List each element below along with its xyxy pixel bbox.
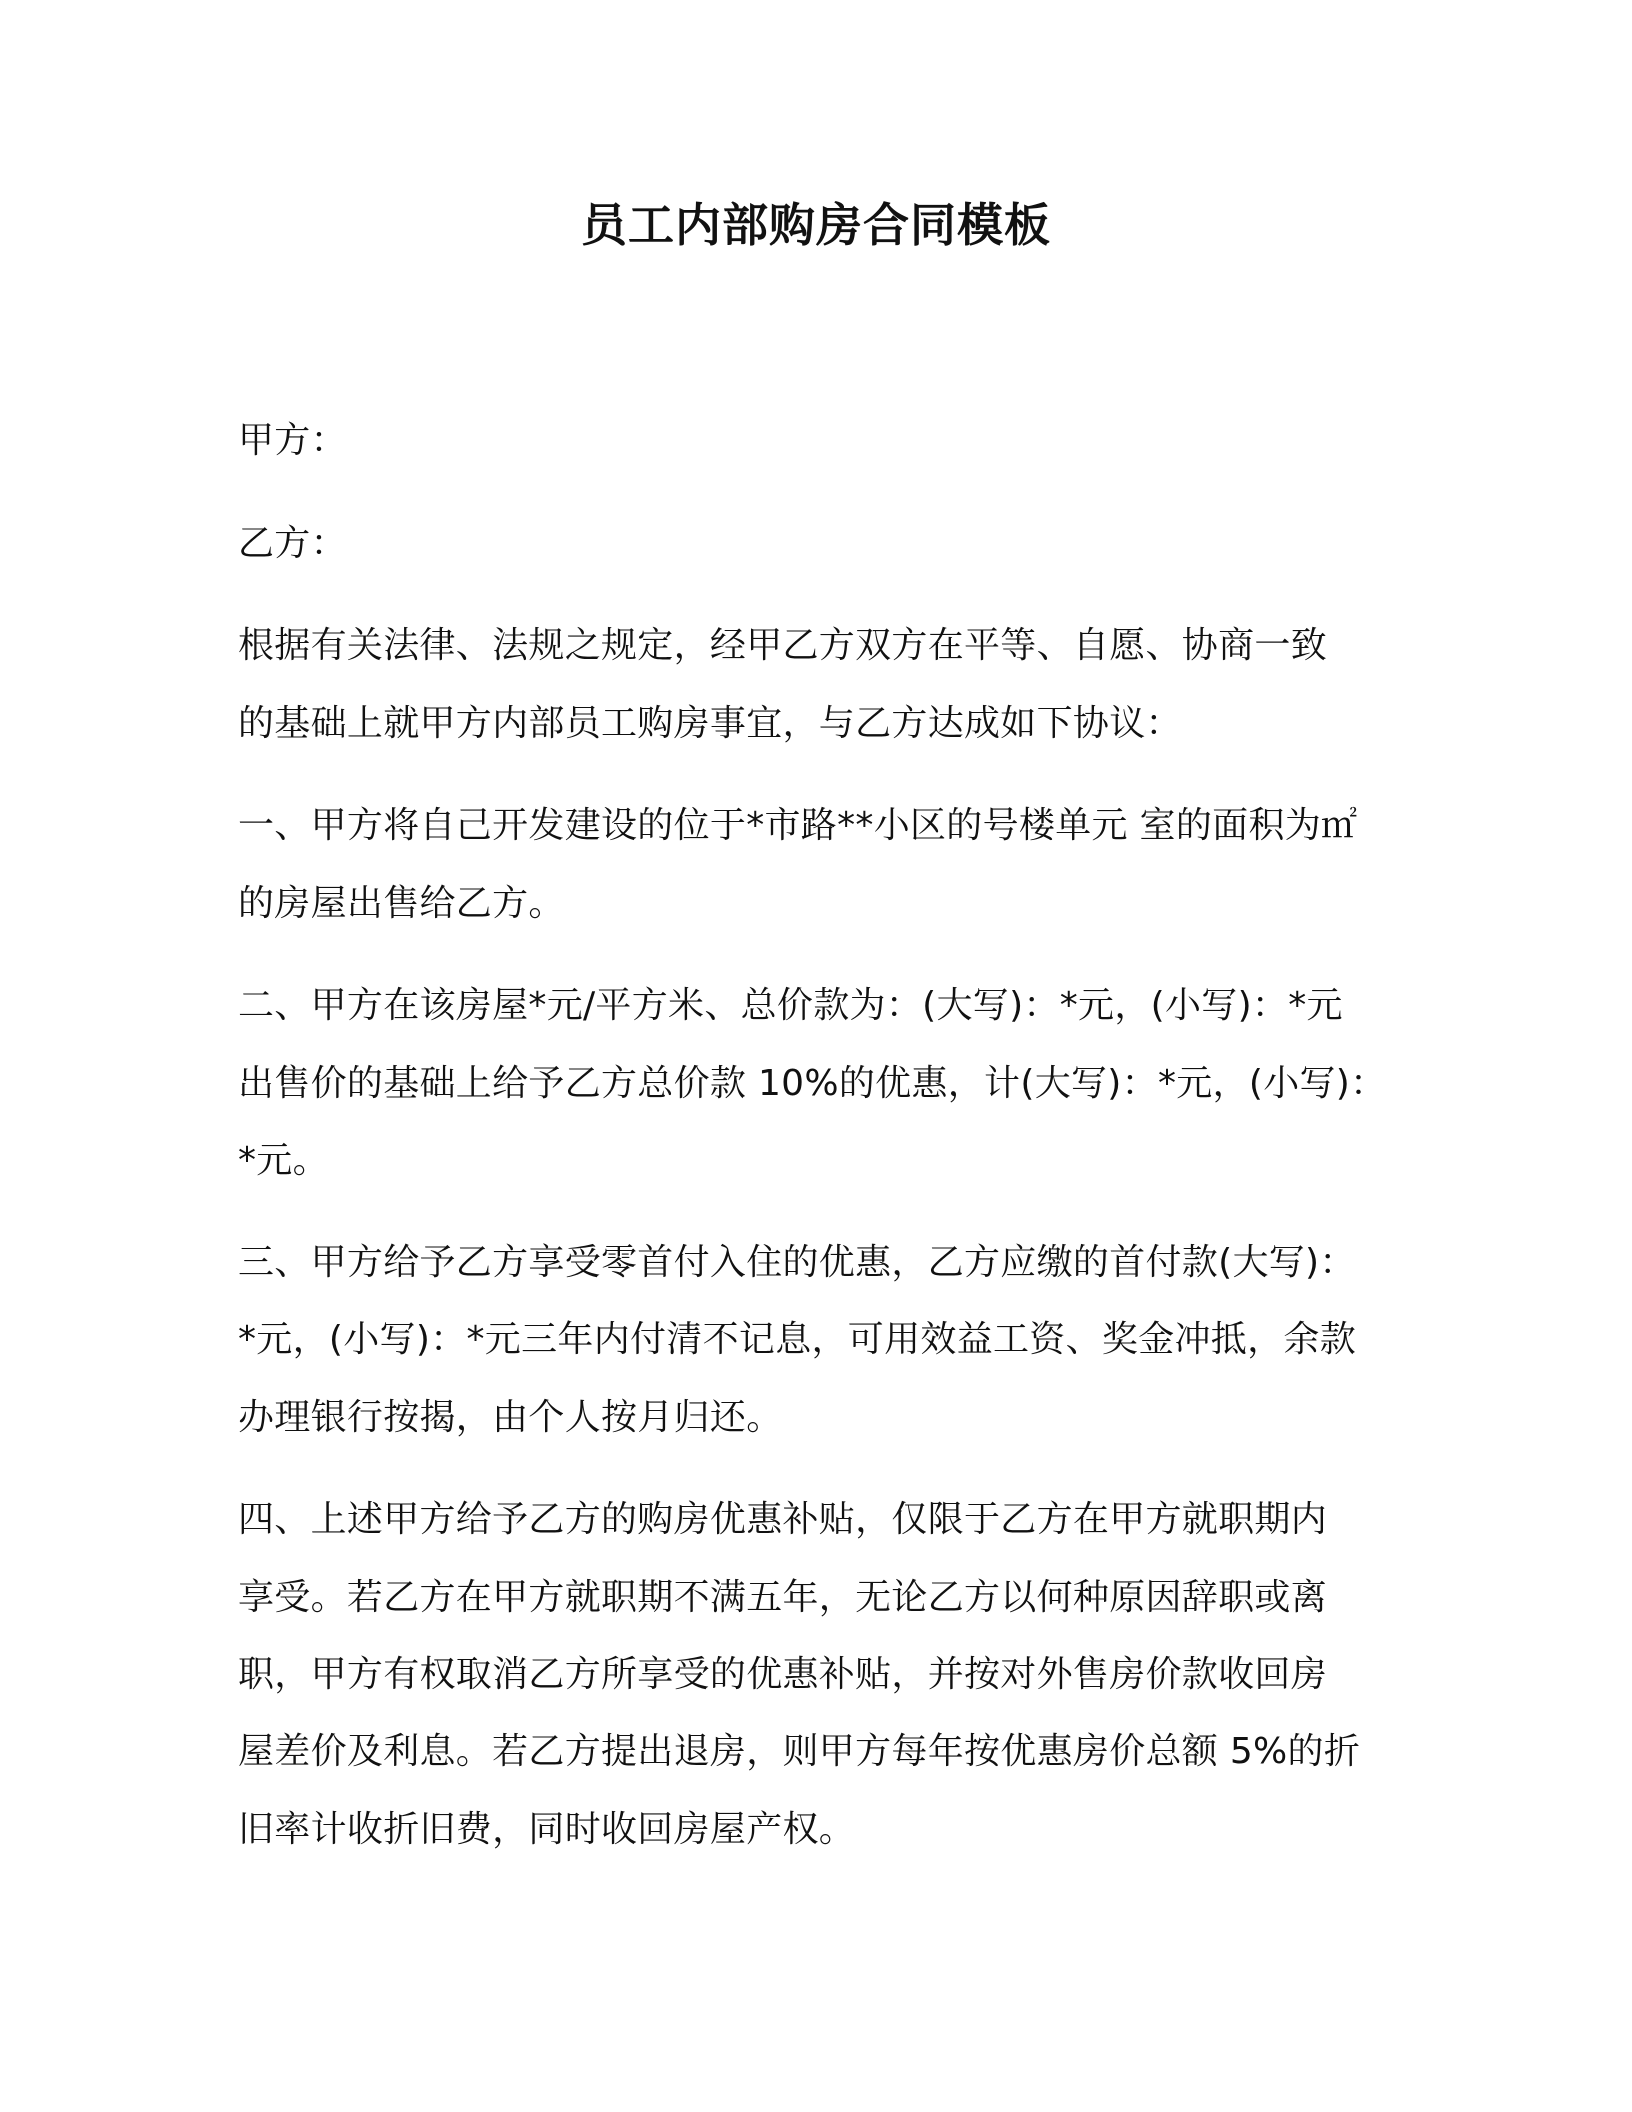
document-title: 员工内部购房合同模板 [581, 198, 1051, 252]
clause2-line-3: *元。 [238, 1140, 329, 1181]
clause2-line-1: 二、甲方在该房屋*元/平方米、总价款为：(大写)：*元，(小写)：*元 [238, 985, 1343, 1026]
clause4-line-3: 职，甲方有权取消乙方所享受的优惠补贴，并按对外售房价款收回房 [238, 1654, 1328, 1695]
clause4-line-2: 享受。若乙方在甲方就职期不满五年，无论乙方以何种原因辞职或离 [238, 1577, 1328, 1618]
clause1-line-1: 一、甲方将自己开发建设的位于*市路**小区的号楼单元 室的面积为㎡ [238, 805, 1358, 846]
intro-line-2: 的基础上就甲方内部员工购房事宜，与乙方达成如下协议： [238, 703, 1182, 744]
clause4-line-4: 屋差价及利息。若乙方提出退房，则甲方每年按优惠房价总额 5%的折 [238, 1731, 1361, 1772]
clause2-line-2: 出售价的基础上给予乙方总价款 10%的优惠，计(大写)：*元，(小写)： [238, 1063, 1387, 1104]
party-a-label: 甲方： [238, 420, 347, 461]
clause3-line-3: 办理银行按揭，由个人按月归还。 [238, 1397, 783, 1438]
party-b-label: 乙方： [238, 523, 347, 564]
intro-line-1: 根据有关法律、法规之规定，经甲乙方双方在平等、自愿、协商一致 [238, 625, 1328, 666]
clause3-line-2: *元，(小写)：*元三年内付清不记息，可用效益工资、奖金冲抵，余款 [238, 1319, 1356, 1360]
clause4-line-5: 旧率计收折旧费，同时收回房屋产权。 [238, 1809, 856, 1850]
clause4-line-1: 四、上述甲方给予乙方的购房优惠补贴，仅限于乙方在甲方就职期内 [238, 1499, 1328, 1540]
clause3-line-1: 三、甲方给予乙方享受零首付入住的优惠，乙方应缴的首付款(大写)： [238, 1242, 1356, 1283]
clause1-line-2: 的房屋出售给乙方。 [238, 883, 565, 924]
